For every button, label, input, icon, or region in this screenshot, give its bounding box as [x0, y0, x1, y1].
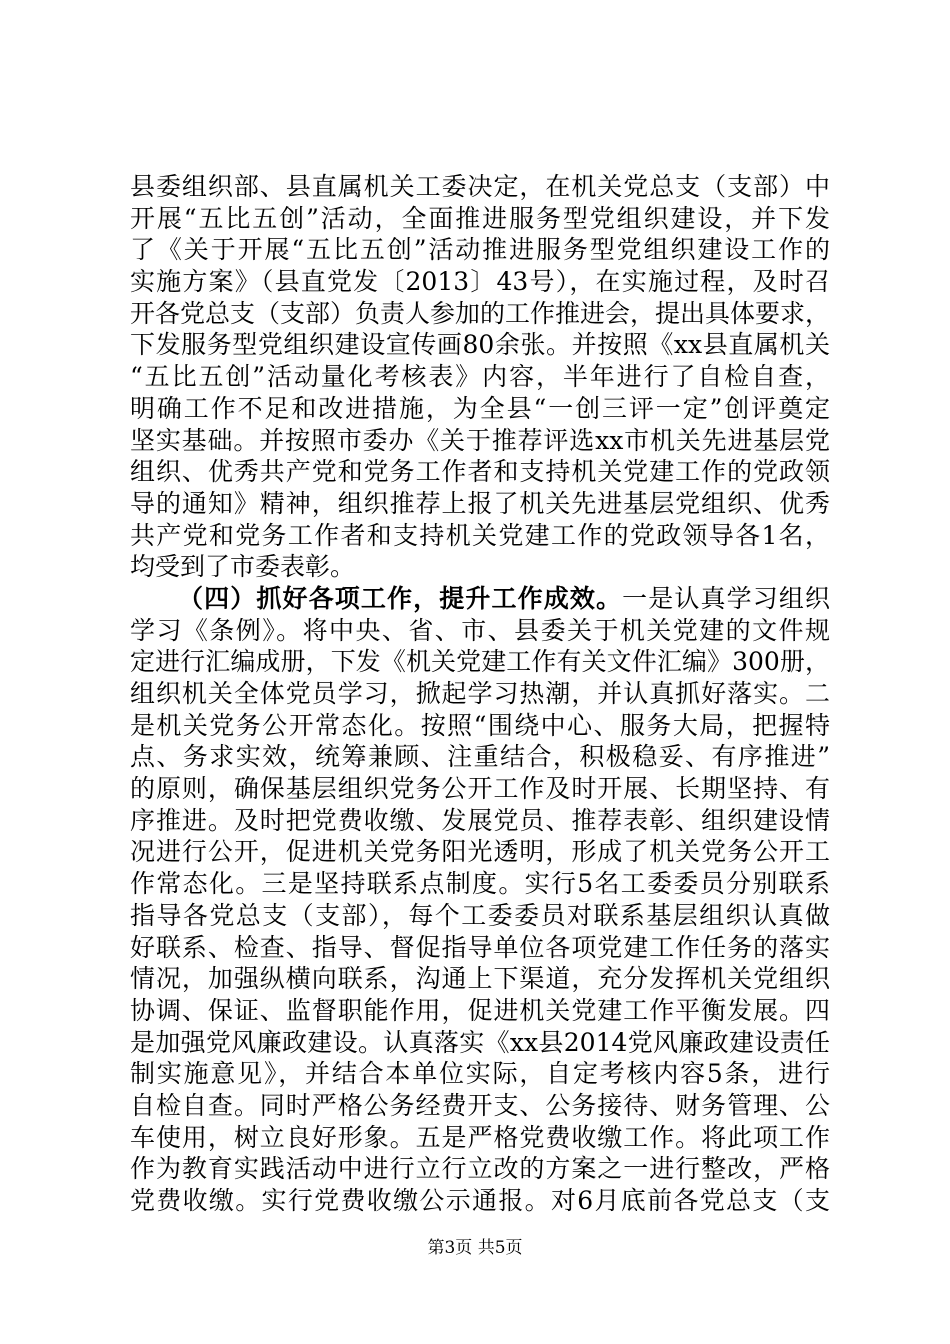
text-line: 指导各党总支（支部），每个工委委员对联系基层组织认真做	[130, 900, 830, 930]
text-line: 党费收缴。实行党费收缴公示通报。对6月底前各党总支（支	[130, 1186, 830, 1215]
text-line: 了《关于开展“五比五创”活动推进服务型党组织建设工作的	[130, 235, 830, 265]
text-line: 定进行汇编成册，下发《机关党建工作有关文件汇编》300册，	[130, 647, 830, 677]
text-line: 均受到了市委表彰。	[130, 552, 356, 582]
text-line: 共产党和党务工作者和支持机关党建工作的党政领导各1名，	[130, 520, 830, 550]
page-number-footer: 第3页 共5页	[427, 1238, 523, 1258]
text-line: 作为教育实践活动中进行立行立改的方案之一进行整改，严格	[130, 1154, 830, 1184]
text-line: 明确工作不足和改进措施，为全县“一创三评一定”创评奠定	[130, 393, 830, 423]
text-line: 的原则，确保基层组织党务公开工作及时开展、长期坚持、有	[130, 774, 830, 804]
section-heading-rest: 一是认真学习组织	[622, 583, 830, 613]
section-heading: （四）抓好各项工作，提升工作成效。	[178, 583, 623, 613]
text-line: 下发服务型党组织建设宣传画80余张。并按照《xx县直属机关	[130, 330, 830, 360]
text-line: 况进行公开，促进机关党务阳光透明，形成了机关党务公开工	[130, 837, 830, 867]
text-line: 是加强党风廉政建设。认真落实《xx县2014党风廉政建设责任	[130, 1027, 830, 1057]
text-line: 组织机关全体党员学习，掀起学习热潮，并认真抓好落实。二	[130, 679, 830, 708]
text-line: 自检自查。同时严格公务经费开支、公务接待、财务管理、公	[130, 1090, 830, 1120]
text-line: 序推进。及时把党费收缴、发展党员、推荐表彰、组织建设情	[130, 805, 830, 835]
paragraph-section-four	[130, 583, 830, 1217]
text-line: 坚实基础。并按照市委办《关于推荐评选xx市机关先进基层党	[130, 425, 830, 455]
text-line: 好联系、检查、指导、督促指导单位各项党建工作任务的落实	[130, 932, 830, 962]
paragraph-continuation	[130, 171, 830, 583]
text-line: 制实施意见》，并结合本单位实际，自定考核内容5条，进行	[130, 1059, 830, 1089]
text-line: 车使用，树立良好形象。五是严格党费收缴工作。将此项工作	[130, 1122, 830, 1152]
text-line: 作常态化。三是坚持联系点制度。实行5名工委委员分别联系	[130, 869, 830, 899]
text-line: 组织、优秀共产党和党务工作者和支持机关党建工作的党政领	[130, 457, 830, 487]
text-line: “五比五创”活动量化考核表》内容，半年进行了自检自查，	[130, 362, 830, 392]
text-line: 是机关党务公开常态化。按照“围绕中心、服务大局，把握特	[130, 710, 830, 740]
text-line: 协调、保证、监督职能作用，促进机关党建工作平衡发展。四	[130, 995, 830, 1025]
text-line: 学习《条例》。将中央、省、市、县委关于机关党建的文件规	[130, 615, 830, 645]
text-line: 导的通知》精神，组织推荐上报了机关先进基层党组织、优秀	[130, 488, 830, 518]
text-line: 实施方案》（县直党发〔2013〕43号），在实施过程，及时召	[130, 267, 830, 297]
text-line: 情况，加强纵横向联系，沟通上下渠道，充分发挥机关党组织	[130, 964, 830, 994]
text-line: 县委组织部、县直属机关工委决定，在机关党总支（支部）中	[130, 172, 830, 201]
section-heading-line	[130, 583, 830, 615]
text-line: 点、务求实效，统筹兼顾、注重结合，积极稳妥、有序推进”	[130, 742, 830, 772]
text-line: 开展“五比五创”活动，全面推进服务型党组织建设，并下发	[130, 203, 830, 233]
document-body	[130, 171, 830, 1217]
text-line: 开各党总支（支部）负责人参加的工作推进会，提出具体要求，	[130, 298, 831, 328]
